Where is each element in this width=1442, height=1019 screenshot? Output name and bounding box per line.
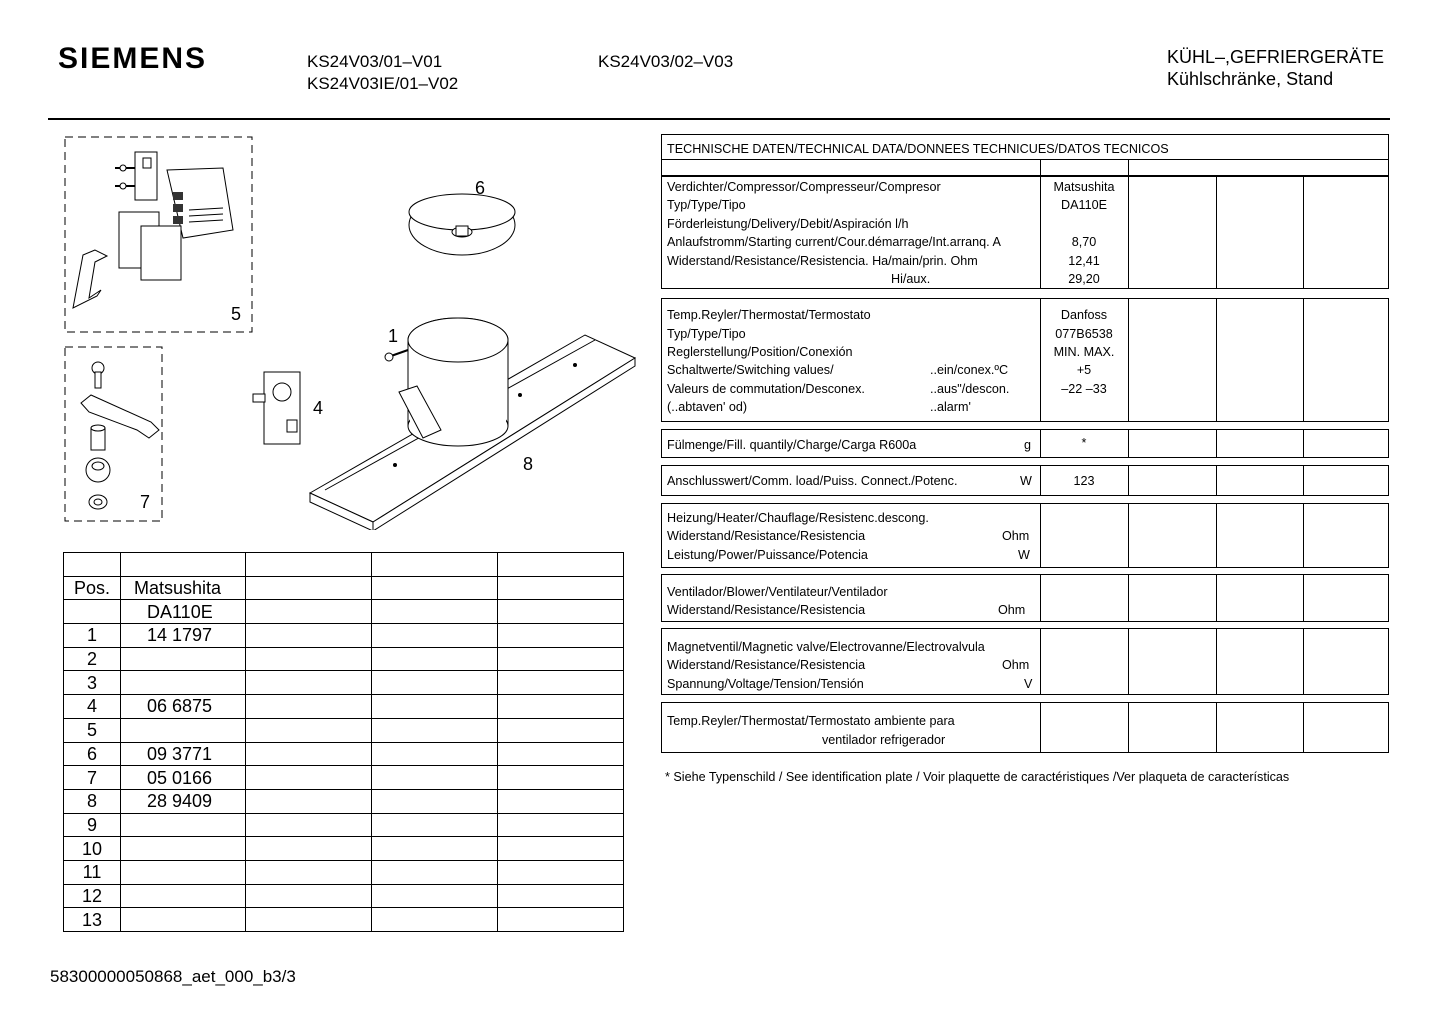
delivery-label: Förderleistung/Delivery/Debit/Aspiración l/h xyxy=(667,217,909,231)
callout-7: 7 xyxy=(140,492,151,512)
heater-power-unit: W xyxy=(1018,548,1030,562)
empty-cell xyxy=(246,766,372,790)
table-row xyxy=(64,695,624,719)
resistance-aux-label: Hi/aux. xyxy=(891,272,931,286)
brand-logo: SIEMENS xyxy=(58,42,208,75)
resistance-main-value: 12,41 xyxy=(1068,254,1100,268)
pos-cell: 4 xyxy=(64,695,121,719)
pos-cell: 11 xyxy=(64,860,121,884)
fill-value: * xyxy=(1081,436,1087,450)
table-row xyxy=(64,647,624,671)
empty-cell xyxy=(498,908,624,932)
tech-subheader xyxy=(661,160,1389,176)
thermostat-brand-value: Danfoss xyxy=(1060,308,1108,322)
part-number-cell xyxy=(121,813,246,837)
table-row xyxy=(64,671,624,695)
parts-diagram xyxy=(55,130,655,530)
compressor-type-label: Typ/Type/Tipo xyxy=(667,198,746,212)
pos-cell: 2 xyxy=(64,647,121,671)
load-label: Anschlusswert/Comm. load/Puiss. Connect./Potenc. xyxy=(667,474,958,488)
pos-cell: 9 xyxy=(64,813,121,837)
pos-cell: 3 xyxy=(64,671,121,695)
commutation-label: Valeurs de commutation/Desconex. xyxy=(667,382,865,396)
switching-on-label: ..ein/conex.ºC xyxy=(930,363,1009,377)
compressor-box xyxy=(661,176,1389,289)
room-thermostat-label: Temp.Reyler/Thermostat/Termostato ambiente para xyxy=(667,714,955,728)
empty-cell xyxy=(246,671,372,695)
part-number-cell: 06 6875 xyxy=(121,695,246,719)
empty-cell xyxy=(498,647,624,671)
resistance-main-label: Widerstand/Resistance/Resistencia. Ha/main/prin. Ohm xyxy=(667,254,978,268)
part-number-cell: 05 0166 xyxy=(121,766,246,790)
blower-label: Ventilador/Blower/Ventilateur/Ventilador xyxy=(667,585,888,599)
callout-6: 6 xyxy=(475,178,486,198)
part-number-cell: 14 1797 xyxy=(121,624,246,648)
heater-power-label: Leistung/Power/Puissance/Potencia xyxy=(667,548,868,562)
alarm-label: ..alarm' xyxy=(930,400,971,414)
empty-cell xyxy=(372,813,498,837)
table-row xyxy=(64,813,624,837)
starting-current-label: Anlaufstromm/Starting current/Cour.démarrage/Int.arranq. A xyxy=(667,235,1001,249)
compressor-type-value: DA110E xyxy=(1061,198,1107,212)
empty-cell xyxy=(372,742,498,766)
empty-cell xyxy=(498,837,624,861)
blower-resistance-unit: Ohm xyxy=(998,603,1026,617)
callout-8: 8 xyxy=(523,454,534,474)
room-thermostat-label-2: ventilador refrigerador xyxy=(822,733,946,747)
empty-cell xyxy=(246,742,372,766)
tech-title: TECHNISCHE DATEN/TECHNICAL DATA/DONNEES TECHNICUES/DATOS TECNICOS xyxy=(667,142,1169,156)
pos-cell: 6 xyxy=(64,742,121,766)
heater-resistance-label: Widerstand/Resistance/Resistencia xyxy=(667,529,866,543)
empty-cell xyxy=(246,908,372,932)
clip xyxy=(73,250,107,308)
empty-cell xyxy=(372,766,498,790)
empty-cell xyxy=(372,789,498,813)
starting-current-value: 8,70 xyxy=(1071,235,1097,249)
part-number-cell xyxy=(121,718,246,742)
pos-cell: 12 xyxy=(64,884,121,908)
document-id: 58300000050868_aet_000_b3/3 xyxy=(50,967,296,986)
part-number-cell: 09 3771 xyxy=(121,742,246,766)
position-value: MIN. MAX. xyxy=(1053,345,1115,359)
position-label: Reglerstellung/Position/Conexión xyxy=(667,345,853,359)
empty-cell xyxy=(498,624,624,648)
thermostat-box xyxy=(661,298,1389,422)
load-value: 123 xyxy=(1073,474,1095,488)
empty-cell xyxy=(372,718,498,742)
tech-title-box xyxy=(661,134,1389,160)
footnote: * Siehe Typenschild / See identification plate / Voir plaquette de caractéristiques /Ver plaqueta de características xyxy=(665,770,1290,784)
table-row xyxy=(64,837,624,861)
empty-cell xyxy=(498,695,624,719)
empty-cell xyxy=(498,884,624,908)
empty-cell xyxy=(246,647,372,671)
valve-label: Magnetventil/Magnetic valve/Electrovanne/Electrovalvula xyxy=(667,640,985,654)
part-number-cell xyxy=(121,837,246,861)
pos-cell: 8 xyxy=(64,789,121,813)
category-block xyxy=(1167,46,1384,90)
empty-cell xyxy=(372,647,498,671)
blower-box xyxy=(661,574,1389,622)
empty-cell xyxy=(498,860,624,884)
empty-cell xyxy=(498,718,624,742)
pos-cell: 10 xyxy=(64,837,121,861)
heater-resistance-unit: Ohm xyxy=(1002,529,1030,543)
callout-1: 1 xyxy=(388,326,399,346)
empty-cell xyxy=(372,860,498,884)
table-row xyxy=(64,884,624,908)
fill-box xyxy=(661,429,1389,458)
table-row xyxy=(64,789,624,813)
table-row xyxy=(64,860,624,884)
valve-voltage-label: Spannung/Voltage/Tension/Tensión xyxy=(667,677,864,691)
empty-cell xyxy=(372,624,498,648)
part-number-cell: 28 9409 xyxy=(121,789,246,813)
empty-cell xyxy=(498,671,624,695)
subcategory: Kühlschränke, Stand xyxy=(1167,69,1334,89)
brand-header: Matsushita xyxy=(121,576,246,600)
empty-cell xyxy=(246,813,372,837)
table-row xyxy=(64,742,624,766)
type-header: DA110E xyxy=(121,600,246,624)
callout-4: 4 xyxy=(313,398,324,418)
pos-cell: 13 xyxy=(64,908,121,932)
empty-cell xyxy=(246,860,372,884)
pos-cell: 5 xyxy=(64,718,121,742)
heater-box xyxy=(661,503,1389,568)
switch-on-value: +5 xyxy=(1076,363,1092,377)
compressor-brand-value: Matsushita xyxy=(1053,180,1115,194)
part-number-cell xyxy=(121,908,246,932)
pos-cell: 1 xyxy=(64,624,121,648)
empty-cell xyxy=(246,695,372,719)
model-1: KS24V03/01–V01 xyxy=(307,52,443,71)
fill-unit: g xyxy=(1024,438,1032,452)
valve-resistance-unit: Ohm xyxy=(1002,658,1030,672)
blower-resistance-label: Widerstand/Resistance/Resistencia xyxy=(667,603,866,617)
valve-resistance-label: Widerstand/Resistance/Resistencia xyxy=(667,658,866,672)
pos-header-cell xyxy=(64,553,121,577)
part-number-cell xyxy=(121,671,246,695)
empty-cell xyxy=(372,671,498,695)
callout-5: 5 xyxy=(231,304,242,324)
fill-label: Fülmenge/Fill. quantily/Charge/Carga R600a xyxy=(667,438,917,452)
model-2: KS24V03IE/01–V02 xyxy=(307,74,459,93)
part-number-cell xyxy=(121,884,246,908)
defrost-label: (..abtaven' od) xyxy=(667,400,748,414)
empty-cell xyxy=(246,624,372,648)
category: KÜHL–,GEFRIERGERÄTE xyxy=(1167,47,1385,67)
empty-cell xyxy=(372,695,498,719)
thermostat-label: Temp.Reyler/Thermostat/Termostato xyxy=(667,308,871,322)
empty-cell xyxy=(246,837,372,861)
switch-off-value: –22 –33 xyxy=(1061,382,1107,396)
model-list-1 xyxy=(307,51,458,95)
parts-table xyxy=(63,552,624,932)
room-thermostat-box xyxy=(661,702,1389,753)
empty-cell xyxy=(498,766,624,790)
heater-label: Heizung/Heater/Chauflage/Resistenc.descong. xyxy=(667,511,929,525)
empty-cell xyxy=(498,813,624,837)
thermostat-type-label: Typ/Type/Tipo xyxy=(667,327,746,341)
part-number-cell xyxy=(121,860,246,884)
model-3: KS24V03/02–V03 xyxy=(598,52,734,71)
load-box xyxy=(661,465,1389,496)
table-row xyxy=(64,718,624,742)
empty-cell xyxy=(498,742,624,766)
table-row xyxy=(64,766,624,790)
empty-cell xyxy=(246,884,372,908)
compressor-label: Verdichter/Compressor/Compresseur/Compresor xyxy=(667,180,941,194)
table-row xyxy=(64,908,624,932)
empty-cell xyxy=(498,789,624,813)
resistance-aux-value: 29,20 xyxy=(1068,272,1100,286)
switching-label: Schaltwerte/Switching values/ xyxy=(667,363,834,377)
empty-cell xyxy=(246,789,372,813)
empty-cell xyxy=(372,908,498,932)
switching-off-label: ..aus"/descon. xyxy=(930,382,1010,396)
table-row xyxy=(64,624,624,648)
part-number-cell xyxy=(121,647,246,671)
valve-voltage-unit: V xyxy=(1024,677,1033,691)
empty-cell xyxy=(246,718,372,742)
pos-header: Pos. xyxy=(64,576,121,600)
valve-box xyxy=(661,628,1389,695)
load-unit: W xyxy=(1020,474,1032,488)
empty-cell xyxy=(372,837,498,861)
header-rule xyxy=(48,118,1390,120)
thermostat-type-value: 077B6538 xyxy=(1055,327,1113,341)
empty-cell xyxy=(372,884,498,908)
pos-cell: 7 xyxy=(64,766,121,790)
